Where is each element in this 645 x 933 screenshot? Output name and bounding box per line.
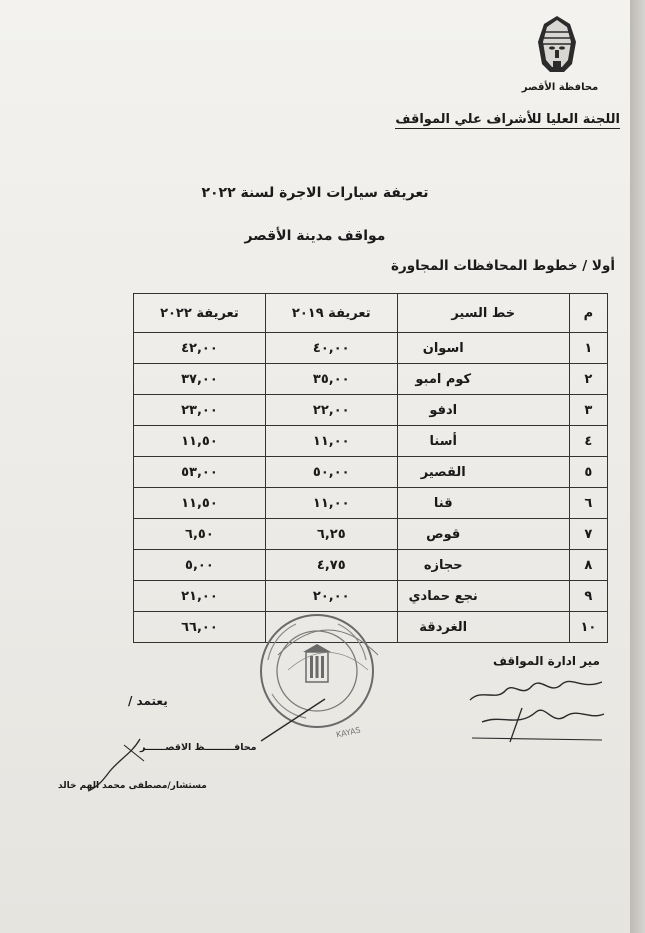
- cell-route: اسوان: [397, 333, 569, 364]
- committee-heading: اللجنة العليا للأشراف علي المواقف: [395, 112, 620, 127]
- cell-fare-2022: ٣٧,٠٠: [134, 364, 266, 395]
- manager-signature-icon: [462, 668, 612, 748]
- table-row: [134, 395, 608, 426]
- cell-num: ٨: [569, 550, 607, 581]
- approval-label: يعتمد /: [128, 694, 168, 708]
- table-row: [134, 457, 608, 488]
- cell-num: ٤: [569, 426, 607, 457]
- cell-route: قوص: [397, 519, 569, 550]
- cell-num: ١٠: [569, 612, 607, 643]
- table-row: [134, 550, 608, 581]
- cell-num: ١: [569, 333, 607, 364]
- approval-signature-icon: [255, 695, 335, 745]
- header-fare-2019: تعريفة ٢٠١٩: [265, 294, 397, 333]
- stamp-code: KAYAS: [335, 725, 362, 740]
- table-row: [134, 426, 608, 457]
- cell-fare-2022: ٢٣,٠٠: [134, 395, 266, 426]
- table-row: [134, 581, 608, 612]
- cell-fare-2019: ٤,٧٥: [265, 550, 397, 581]
- cell-fare-2019: ٦,٢٥: [265, 519, 397, 550]
- document-subtitle: مواقف مدينة الأقصر: [244, 228, 386, 244]
- header-fare-2022: تعريفة ٢٠٢٢: [134, 294, 266, 333]
- cell-route: الغردقة: [397, 612, 569, 643]
- cell-fare-2019: ١١,٠٠: [265, 488, 397, 519]
- cell-fare-2019: ٢٠,٠٠: [265, 581, 397, 612]
- cell-fare-2022: ٥٣,٠٠: [134, 457, 266, 488]
- cell-fare-2019: ٤٠,٠٠: [265, 333, 397, 364]
- cell-num: ٧: [569, 519, 607, 550]
- cell-num: ٩: [569, 581, 607, 612]
- cell-fare-2022: ٦,٥٠: [134, 519, 266, 550]
- cell-route: أسنا: [397, 426, 569, 457]
- cell-fare-2019: ٢٢,٠٠: [265, 395, 397, 426]
- counselor-name: مستشار/مصطفى محمد الهم خالد: [58, 781, 207, 791]
- cell-fare-2022: ١١,٥٠: [134, 426, 266, 457]
- table-row: [134, 364, 608, 395]
- cell-num: ٢: [569, 364, 607, 395]
- table-row: [134, 488, 608, 519]
- section-heading: أولا / خطوط المحافظات المجاورة: [390, 258, 615, 274]
- cell-num: ٦: [569, 488, 607, 519]
- table-header-row: [134, 294, 608, 333]
- governorate-caption: محافظة الأقصر: [521, 82, 599, 93]
- page-edge: [630, 0, 645, 933]
- cell-route: نجع حمادي: [397, 581, 569, 612]
- document-title: تعريفة سيارات الاجرة لسنة ٢٠٢٢: [201, 185, 429, 201]
- cell-fare-2019: ١١,٠٠: [265, 426, 397, 457]
- cell-fare-2019: ٥٠,٠٠: [265, 457, 397, 488]
- luxor-pharaoh-logo-icon: [534, 14, 580, 76]
- table-row: [134, 333, 608, 364]
- table-row: [134, 519, 608, 550]
- cell-fare-2022: ١١,٥٠: [134, 488, 266, 519]
- header-route: خط السير: [397, 294, 569, 333]
- governor-title: محافـــــــــظ الاقصــــــر: [140, 742, 257, 753]
- cell-fare-2022: ٦٦,٠٠: [134, 612, 266, 643]
- cell-num: ٥: [569, 457, 607, 488]
- cell-route: ادفو: [397, 395, 569, 426]
- cell-fare-2022: ٤٢,٠٠: [134, 333, 266, 364]
- cell-num: ٣: [569, 395, 607, 426]
- cell-route: قنا: [397, 488, 569, 519]
- cell-route: كوم امبو: [397, 364, 569, 395]
- cell-route: القصير: [397, 457, 569, 488]
- stamp-overlay-icon: [268, 615, 388, 695]
- cell-fare-2022: ٢١,٠٠: [134, 581, 266, 612]
- cell-fare-2022: ٥,٠٠: [134, 550, 266, 581]
- header-num: م: [569, 294, 607, 333]
- fare-table: [133, 293, 608, 643]
- cell-fare-2019: ٣٥,٠٠: [265, 364, 397, 395]
- cell-route: حجازه: [397, 550, 569, 581]
- manager-label: مير ادارة المواقف: [493, 654, 600, 668]
